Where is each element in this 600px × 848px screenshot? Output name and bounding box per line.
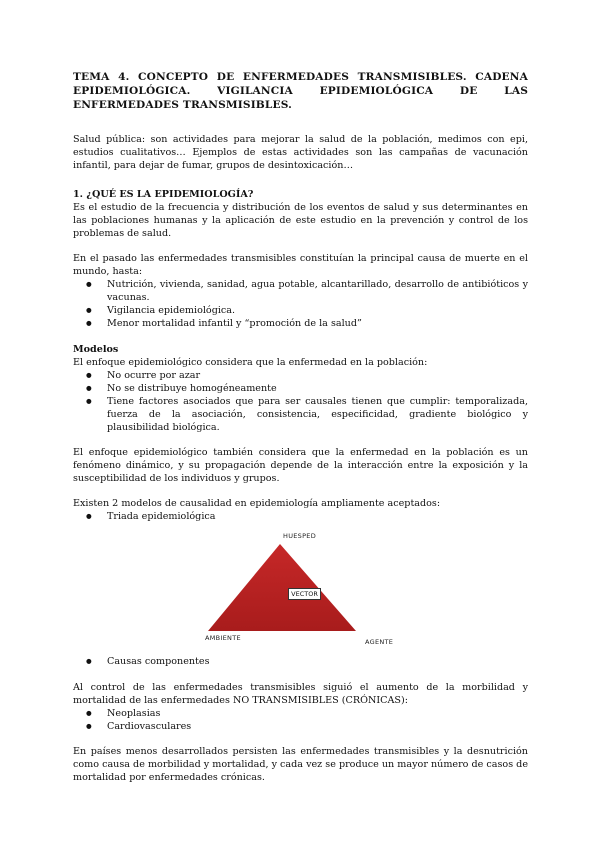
document-page xyxy=(73,70,528,784)
triad-label-host: HUESPED xyxy=(283,532,317,540)
triad-triangle xyxy=(208,544,356,631)
list-item: ● Tiene factores asociados que para ser causales tienen que cumplir: temporalizada, fuerza de la asociación, consistencia, especificidad, gradiente biológico y plausibilidad biológica. xyxy=(73,395,528,434)
list-item: ● Nutrición, vivienda, sanidad, agua potable, alcantarillado, desarrollo de antibióticos y vacunas. xyxy=(73,278,528,304)
page-title: TEMA 4. CONCEPTO DE ENFERMEDADES TRANSMISIBLES. CADENA EPIDEMIOLÓGICA. VIGILANCIA EPIDEMIOLÓGICA DE LAS ENFERMEDADES TRANSMISIBLES. xyxy=(73,71,528,111)
intro-text: son actividades para mejorar la salud de la población, medimos con epi, estudios cualitativos… Ejemplos de estas actividades son las campañas de vacunación infantil, para dejar de fumar, grupos de desintoxicación… xyxy=(73,134,528,171)
list-item: ● Triada epidemiológica xyxy=(73,510,528,523)
chronic-list xyxy=(73,707,528,733)
past-intro-paragraph: En el pasado las enfermedades transmisibles constituían la principal causa de muerte en el mundo, hasta: xyxy=(73,253,528,277)
section-heading-epidemiology: 1. ¿QUÉ ES LA EPIDEMIOLOGÍA? xyxy=(73,189,254,200)
list-item: ● No se distribuye homogéneamente xyxy=(73,382,528,395)
intro-lead: Salud pública: xyxy=(73,134,146,145)
triad-label-vector: VECTOR xyxy=(288,588,321,600)
past-list xyxy=(73,278,528,330)
triad-label-environment: AMBIENTE xyxy=(205,634,241,642)
models-list xyxy=(73,369,528,434)
list-item: ● Menor mortalidad infantil y “promoción de la salud” xyxy=(73,317,528,330)
epidemiological-triad-diagram xyxy=(73,531,528,651)
models-heading: Modelos xyxy=(73,344,119,355)
list-item: ● Vigilancia epidemiológica. xyxy=(73,304,528,317)
dynamic-phenomenon-paragraph: El enfoque epidemiológico también considera que la enfermedad en la población es un fenómeno dinámico, y su propagación depende de la interacción entre la exposición y la susceptibilidad de los individuos y grupos. xyxy=(73,447,528,484)
definition-paragraph: Es el estudio de la frecuencia y distribución de los eventos de salud y sus determinantes en las poblaciones humanas y la aplicación de este estudio en la prevención y control de los problemas de salud. xyxy=(73,202,528,239)
list-item: ● Causas componentes xyxy=(73,655,528,668)
closing-paragraph: En países menos desarrollados persisten las enfermedades transmisibles y la desnutrición como causa de morbilidad y mortalidad, y cada vez se produce un mayor número de casos de mortalidad por enfermedades crónicas. xyxy=(73,746,528,783)
list-item: ● No ocurre por azar xyxy=(73,369,528,382)
two-models-paragraph: Existen 2 modelos de causalidad en epidemiología ampliamente aceptados: xyxy=(73,498,441,509)
triad-label-agent: AGENTE xyxy=(365,638,394,646)
chronic-intro-paragraph: Al control de las enfermedades transmisibles siguió el aumento de la morbilidad y mortalidad de las enfermedades NO TRANSMISIBLES (CRÓNICAS): xyxy=(73,682,528,706)
intro-paragraph xyxy=(73,133,528,172)
model1-list xyxy=(73,510,528,523)
models-intro-paragraph: El enfoque epidemiológico considera que la enfermedad en la población: xyxy=(73,357,428,368)
list-item: ● Neoplasias xyxy=(73,707,528,720)
model2-list xyxy=(73,655,528,668)
list-item: ● Cardiovasculares xyxy=(73,720,528,733)
